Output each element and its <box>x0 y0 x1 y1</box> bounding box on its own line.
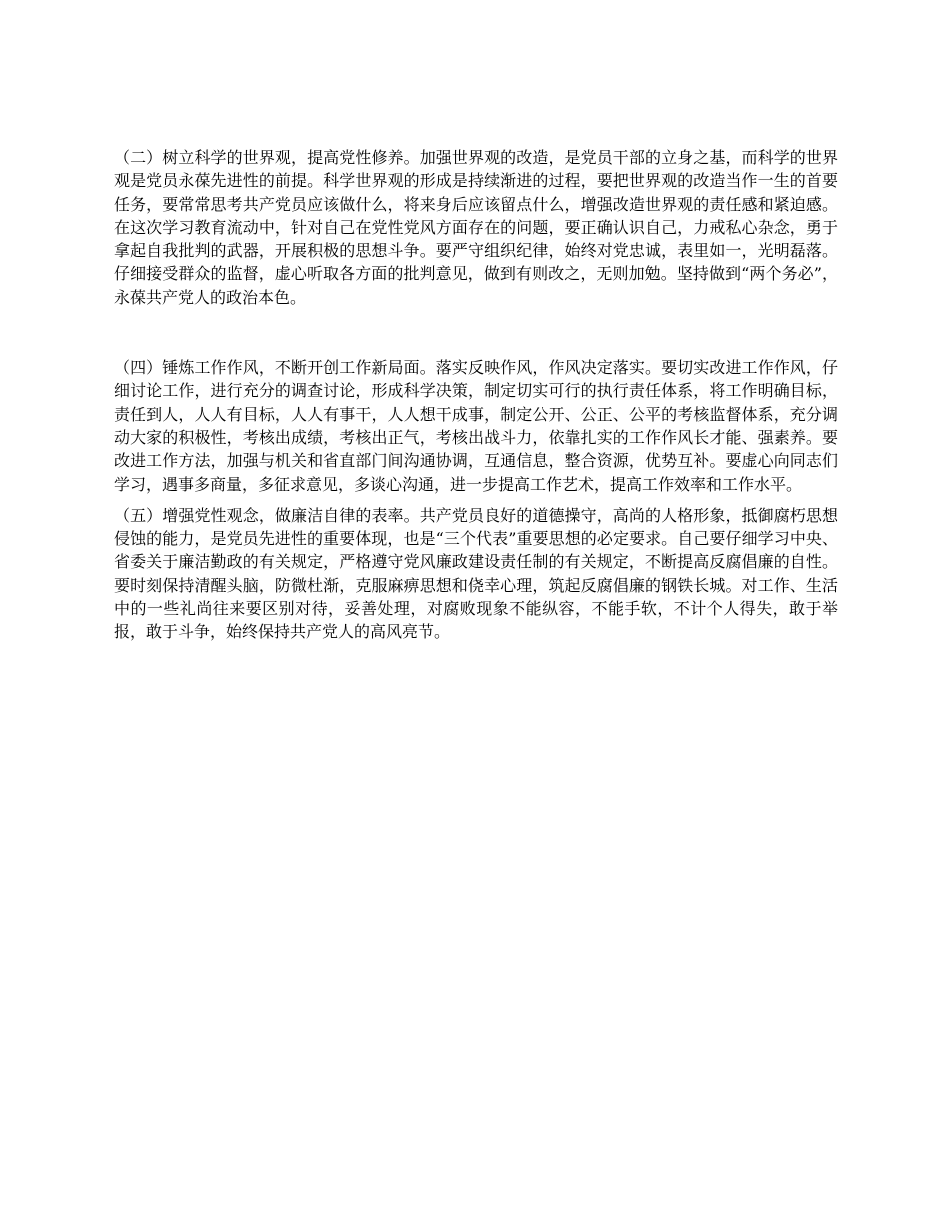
paragraph-integrity: （五）增强党性观念，做廉洁自律的表率。共产党员良好的道德操守，高尚的人格形象，抵御腐朽思想侵蚀的能力，是党员先进性的重要体现，也是“三个代表”重要思想的必定要求。自己要仔细学习中央、省委关于廉洁勤政的有关规定，严格遵守党风廉政建设责任制的有关规定，不断提高反腐倡廉的自性。要时刻保持清醒头脑，防微杜渐，克服麻痹思想和侥幸心理，筑起反腐倡廉的钢铁长城。对工作、生活中的一些礼尚往来要区别对待，妥善处理，对腐败现象不能纵容，不能手软，不计个人得失，敢于举报，敢于斗争，始终保持共产党人的高风亮节。 <box>114 505 838 642</box>
paragraph-work-style: （四）锤炼工作作风，不断开创工作新局面。落实反映作风，作风决定落实。要切实改进工作作风，仔细讨论工作，进行充分的调查讨论，形成科学决策，制定切实可行的执行责任体系，将工作明确目标，责任到人，人人有目标，人人有事干，人人想干成事，制定公开、公正、公平的考核监督体系，充分调动大家的积极性，考核出成绩，考核出正气，考核出战斗力，依靠扎实的工作作风长才能、强素养。要改进工作方法，加强与机关和省直部门间沟通协调，互通信息，整合资源，优势互补。要虚心向同志们学习，遇事多商量，多征求意见，多谈心沟通，进一步提高工作艺术，提高工作效率和工作水平。 <box>114 358 838 494</box>
document-body <box>114 146 838 644</box>
paragraph-world-view: （二）树立科学的世界观，提高党性修养。加强世界观的改造，是党员干部的立身之基，而科学的世界观是党员永葆先进性的前提。科学世界观的形成是持续渐进的过程，要把世界观的改造当作一生的首要任务，要常常思考共产党员应该做什么，将来身后应该留点什么，增强改造世界观的责任感和紧迫感。在这次学习教育流动中，针对自己在党性党风方面存在的问题，要正确认识自己，力戒私心杂念，勇于拿起自我批判的武器，开展积极的思想斗争。要严守组织纪律，始终对党忠诚，表里如一，光明磊落。仔细接受群众的监督，虚心听取各方面的批判意见，做到有则改之，无则加勉。坚持做到“两个务必”，永葆共产党人的政治本色。 <box>114 148 838 307</box>
